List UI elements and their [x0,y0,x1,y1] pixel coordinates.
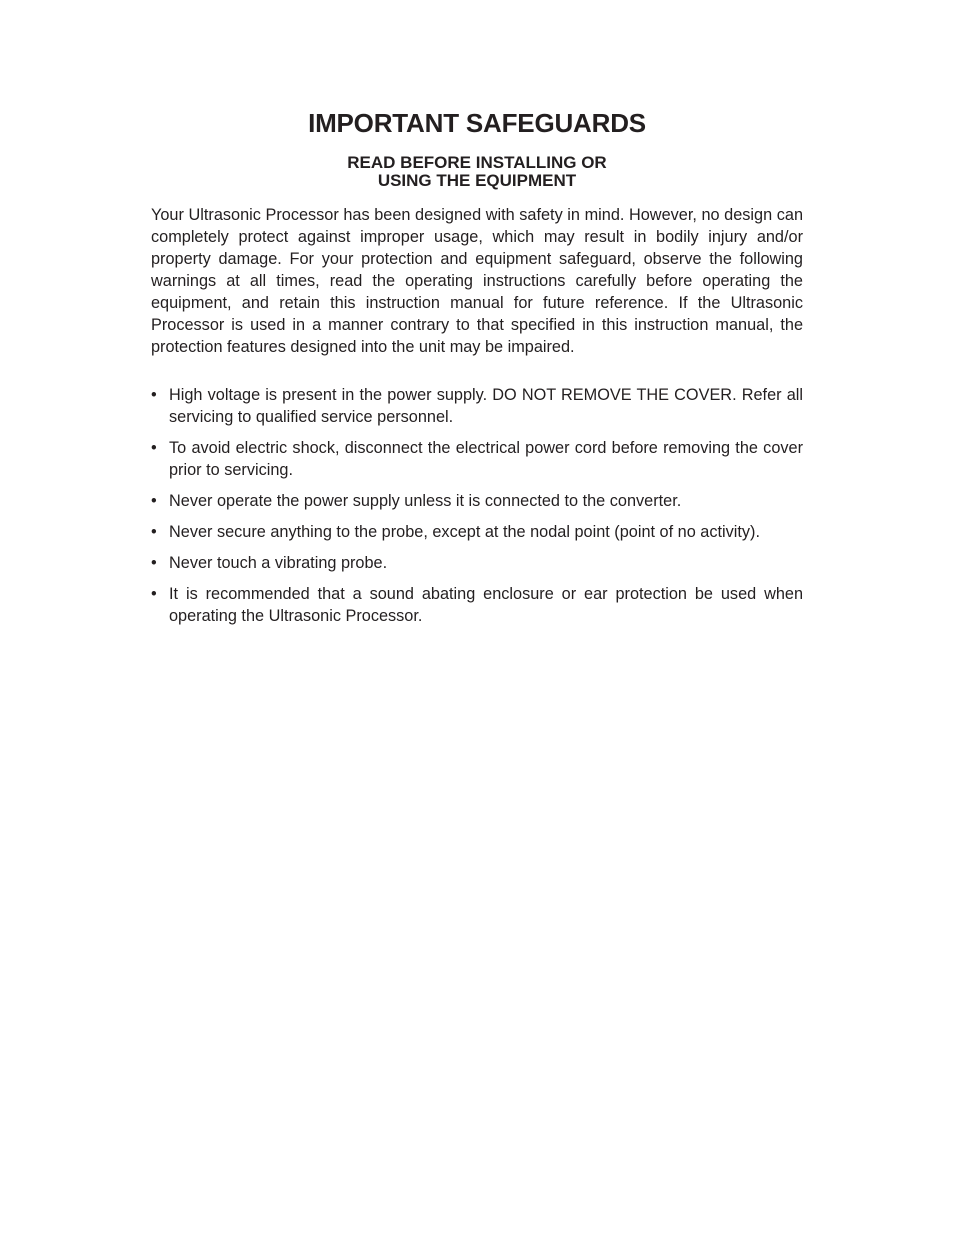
page-title: IMPORTANT SAFEGUARDS [308,108,646,138]
warning-text: Never touch a vibrating probe. [169,554,388,572]
warning-text: High voltage is present in the power supply. DO NOT REMOVE THE COVER. Refer all servicing to qualified service personnel. [169,386,803,426]
warning-text: It is recommended that a sound abating enclosure or ear protection be used when operating the Ultrasonic Processor. [169,585,803,625]
warnings-list [151,384,803,627]
subtitle-line-2: USING THE EQUIPMENT [377,171,577,190]
document-page [151,106,803,636]
warning-item [151,521,803,543]
page-subtitle [151,154,803,190]
warning-text: Never operate the power supply unless it is connected to the converter. [169,492,682,510]
warning-text: To avoid electric shock, disconnect the electrical power cord before removing the cover prior to servicing. [169,439,803,479]
warning-item [151,583,803,627]
subtitle-line-1: READ BEFORE INSTALLING OR [347,153,607,172]
bullet-icon: • [151,386,157,404]
bullet-icon: • [151,439,157,457]
bullet-icon: • [151,554,157,572]
bullet-icon: • [151,585,157,603]
warning-text: Never secure anything to the probe, except at the nodal point (point of no activity). [169,523,760,541]
warning-item [151,490,803,512]
bullet-icon: • [151,523,157,541]
bullet-icon: • [151,492,157,510]
warning-item [151,437,803,481]
intro-paragraph: Your Ultrasonic Processor has been designed with safety in mind. However, no design can completely protect against improper usage, which may result in bodily injury and/or property damage. For your protection and equipment safeguard, observe the following warnings at all times, read the operating instructions carefully before operating the equipment, and retain this instruction manual for future reference. If the Ultrasonic Processor is used in a manner contrary to that specified in this instruction manual, the protection features designed into the unit may be impaired. [151,206,803,356]
warning-item [151,384,803,428]
warning-item [151,552,803,574]
